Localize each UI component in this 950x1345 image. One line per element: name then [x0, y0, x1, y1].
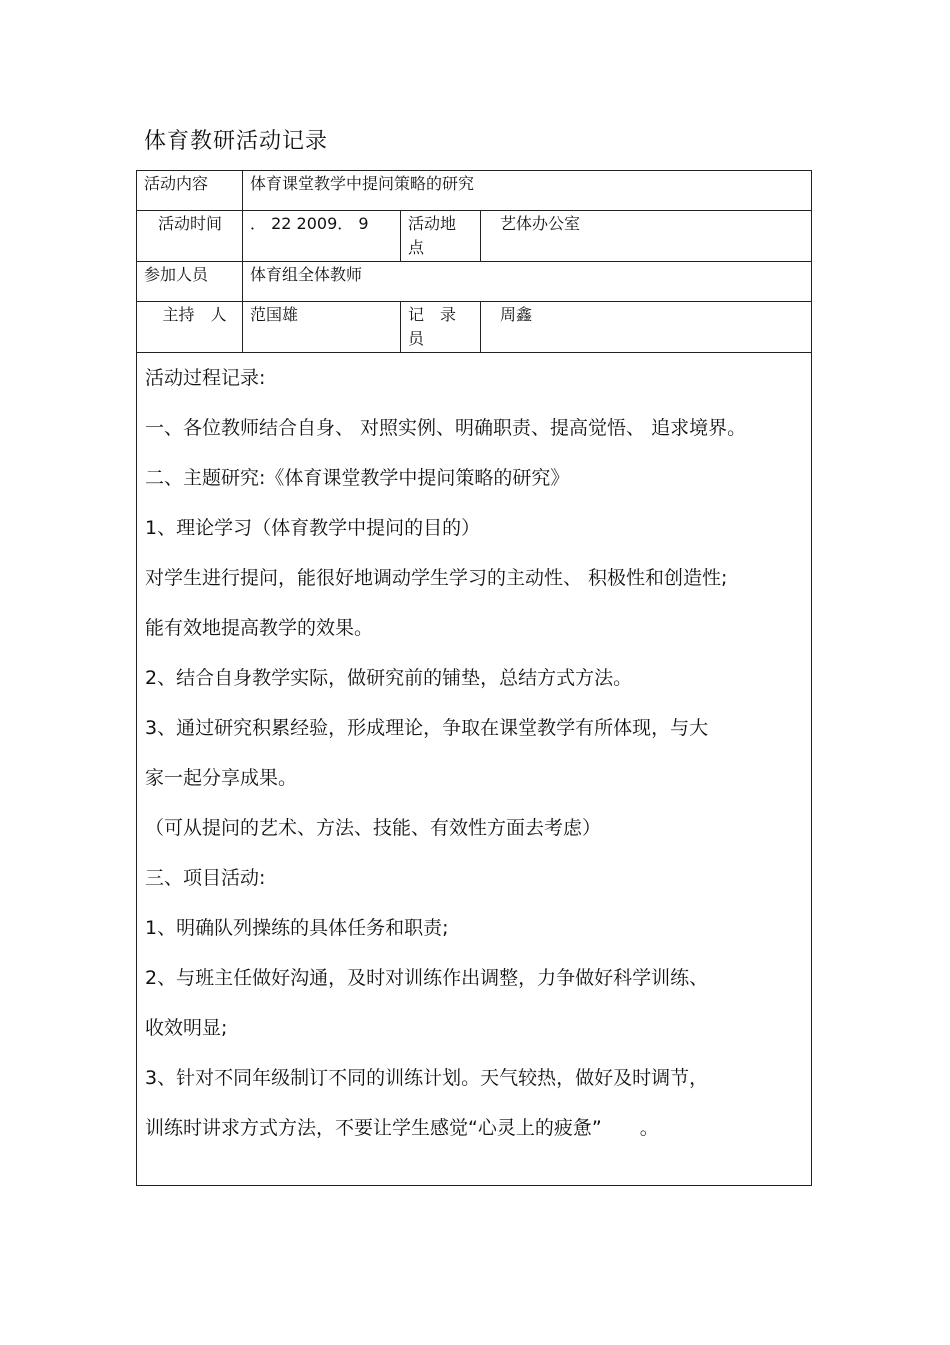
activity-record-table: [136, 170, 812, 1186]
place-value: 艺体办公室: [500, 214, 581, 233]
time-label-cell: [137, 211, 243, 262]
table-row-process: [137, 353, 812, 1186]
process-paragraph: 能有效地提高教学的效果。: [145, 617, 374, 639]
table-row-content: [137, 171, 812, 211]
table-row-time-place: [137, 211, 812, 262]
document-title: 体育教研活动记录: [144, 129, 329, 154]
process-paragraph: 家一起分享成果。: [145, 767, 298, 789]
host-value-cell: [243, 302, 401, 353]
process-paragraph: 1、理论学习（体育教学中提问的目的）: [145, 517, 481, 539]
recorder-value-cell: [481, 302, 812, 353]
content-value: 体育课堂教学中提问策略的研究: [250, 174, 475, 193]
process-paragraph: 1、明确队列操练的具体任务和职责;: [145, 917, 449, 939]
process-paragraph: 3、通过研究积累经验，形成理论，争取在课堂教学有所体现，与大: [145, 717, 709, 739]
host-label-cell: [137, 302, 243, 353]
process-paragraph: 训练时讲求方式方法，不要让学生感觉“心灵上的疲惫” 。: [145, 1117, 659, 1139]
participants-value-cell: [243, 262, 812, 302]
recorder-value: 周鑫: [500, 305, 533, 324]
place-value-cell: [481, 211, 812, 262]
host-value: 范国雄: [250, 305, 299, 324]
table-row-host-recorder: [137, 302, 812, 353]
process-paragraph: 2、结合自身教学实际，做研究前的铺垫，总结方式方法。: [145, 667, 633, 689]
process-heading: 活动过程记录:: [145, 367, 266, 389]
table-row-participants: [137, 262, 812, 302]
time-value: ． 22 2009． 9: [250, 214, 369, 233]
recorder-label-cell: [401, 302, 481, 353]
recorder-label: 记 录 员: [408, 305, 473, 348]
process-record-cell: [137, 353, 812, 1186]
process-paragraph: 2、与班主任做好沟通，及时对训练作出调整，力争做好科学训练、: [145, 967, 709, 989]
process-paragraph: 一、各位教师结合自身、 对照实例、明确职责、提高觉悟、 追求境界。: [145, 417, 747, 439]
process-paragraph: 三、项目活动:: [145, 867, 266, 889]
participants-value: 体育组全体教师: [250, 265, 363, 284]
place-label: 活动地点: [408, 214, 457, 257]
content-label-cell: [137, 171, 243, 211]
process-paragraph: 收效明显;: [145, 1017, 228, 1039]
place-label-cell: [401, 211, 481, 262]
content-value-cell: [243, 171, 812, 211]
process-paragraph: 3、针对不同年级制订不同的训练计划。天气较热，做好及时调节，: [145, 1067, 709, 1089]
host-label: 主持 人: [162, 305, 227, 324]
process-paragraph: 二、主题研究:《体育课堂教学中提问策略的研究》: [145, 467, 570, 489]
participants-label: 参加人员: [144, 265, 209, 284]
process-record-content: [137, 353, 811, 1163]
process-paragraph: （可从提问的艺术、方法、技能、有效性方面去考虑）: [145, 817, 602, 839]
time-label: 活动时间: [157, 214, 222, 233]
time-value-cell: [243, 211, 401, 262]
participants-label-cell: [137, 262, 243, 302]
content-label: 活动内容: [144, 174, 209, 193]
process-paragraph: 对学生进行提问，能很好地调动学生学习的主动性、 积极性和创造性;: [145, 567, 728, 589]
